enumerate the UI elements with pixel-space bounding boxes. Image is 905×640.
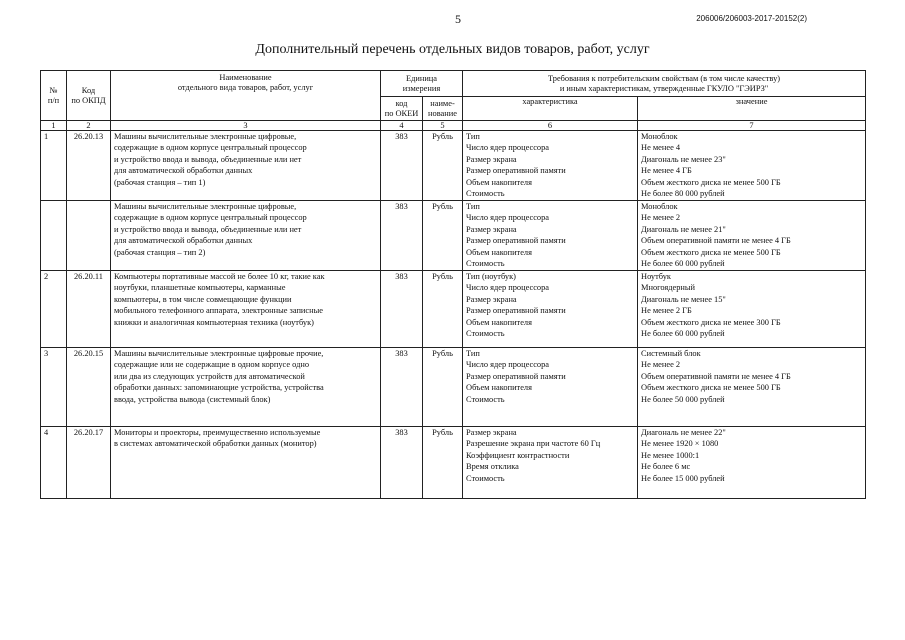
value-line: Не более 6 мс	[641, 462, 691, 472]
value-line: Не более 50 000 рублей	[641, 394, 725, 404]
okpd-code: 26.20.15	[67, 348, 111, 427]
characteristic-line: Размер экрана	[466, 428, 517, 437]
value-line: Не более 60 000 рублей	[641, 259, 725, 269]
characteristic-line: Стоимость	[466, 473, 505, 483]
characteristic-line: Размер экрана	[466, 294, 517, 304]
characteristic-line: Размер оперативной памяти	[466, 166, 566, 176]
unit-name: Рубль	[423, 271, 463, 348]
unit-name: Рубль	[423, 427, 463, 499]
item-name-line: ввода, устройства вывода (системный блок)	[114, 394, 271, 404]
value-line: Моноблок	[641, 132, 678, 141]
item-name-line: для автоматической обработки данных	[114, 236, 253, 246]
characteristic-line: Размер экрана	[466, 154, 517, 164]
value-line: Не более 80 000 рублей	[641, 189, 725, 199]
row-number: 1	[41, 131, 67, 201]
col-index: 2	[67, 121, 111, 131]
unit-name: Рубль	[423, 348, 463, 427]
okei-code: 383	[381, 271, 423, 348]
characteristic-line: Число ядер процессора	[466, 283, 550, 293]
value-line: Не более 15 000 рублей	[641, 473, 725, 483]
value-line: Не менее 2 ГБ	[641, 306, 692, 316]
value-line: Многоядерный	[641, 283, 695, 293]
characteristic-line: Размер оперативной памяти	[466, 236, 566, 246]
item-name	[111, 201, 381, 271]
value-line: Моноблок	[641, 202, 678, 211]
header-characteristic: характеристика	[463, 97, 638, 121]
document-code: 206006/206003-2017-20152(2)	[696, 14, 807, 23]
value-line: Объем жесткого диска не менее 500 ГБ	[641, 177, 781, 187]
item-name-line: мобильного телефонного аппарата, электронные записные	[114, 306, 323, 316]
characteristics	[463, 271, 638, 348]
value-line: Диагональ не менее 21"	[641, 224, 726, 234]
okpd-code: 26.20.17	[67, 427, 111, 499]
value-line: Не менее 1000:1	[641, 450, 700, 460]
characteristic-line: Размер экрана	[466, 224, 517, 234]
value-line: Не менее 1920 × 1080	[641, 439, 719, 449]
characteristic-line: Тип	[466, 349, 480, 358]
row-number: 4	[41, 427, 67, 499]
value-line: Объем жесткого диска не менее 300 ГБ	[641, 317, 781, 327]
col-index: 5	[423, 121, 463, 131]
value-line: Не менее 4 ГБ	[641, 166, 692, 176]
characteristic-line: Коэффициент контрастности	[466, 450, 570, 460]
item-name-line: обработки данных: запоминающие устройства, устройства	[114, 383, 324, 393]
item-name-line: Машины вычислительные электронные цифровые,	[114, 202, 297, 211]
item-name-line: ноутбуки, планшетные компьютеры, карманные	[114, 283, 286, 293]
col-index: 6	[463, 121, 638, 131]
item-name-line: и устройство ввода и вывода, объединенные или нет	[114, 154, 302, 164]
col-index: 1	[41, 121, 67, 131]
header-unit: Единица измерения	[381, 71, 463, 97]
value-line: Объем оперативной памяти не менее 4 ГБ	[641, 236, 791, 246]
header-unit-code: код по ОКЕИ	[381, 97, 423, 121]
header-row-top	[41, 71, 866, 97]
row-number: 2	[41, 271, 67, 348]
okei-code: 383	[381, 201, 423, 271]
characteristic-line: Тип	[466, 132, 480, 141]
values	[638, 271, 866, 348]
header-okpd: Код по ОКПД	[67, 71, 111, 121]
characteristics	[463, 427, 638, 499]
characteristic-line: Число ядер процессора	[466, 213, 550, 223]
okei-code: 383	[381, 131, 423, 201]
values	[638, 131, 866, 201]
okei-code: 383	[381, 348, 423, 427]
item-name	[111, 131, 381, 201]
value-line: Не менее 2	[641, 213, 681, 223]
characteristic-line: Число ядер процессора	[466, 360, 550, 370]
goods-table	[40, 70, 866, 499]
column-index-row	[41, 121, 866, 131]
characteristic-line: Стоимость	[466, 329, 505, 339]
page-title: Дополнительный перечень отдельных видов товаров, работ, услуг	[255, 42, 650, 57]
item-name	[111, 427, 381, 499]
okpd-code: 26.20.13	[67, 131, 111, 201]
value-line: Объем жесткого диска не менее 500 ГБ	[641, 383, 781, 393]
characteristic-line: Разрешение экрана при частоте 60 Гц	[466, 439, 601, 449]
table-row	[41, 271, 866, 348]
characteristic-line: Объем накопителя	[466, 247, 532, 257]
item-name-line: книжки и аналогичная компьютерная техника (ноутбук)	[114, 317, 314, 327]
value-line: Ноутбук	[641, 272, 671, 281]
item-name-line: в системах автоматической обработки данных (монитор)	[114, 439, 317, 449]
values	[638, 348, 866, 427]
item-name-line: Мониторы и проекторы, преимущественно используемые	[114, 428, 321, 437]
characteristic-line: Размер оперативной памяти	[466, 306, 566, 316]
characteristic-line: Тип	[466, 202, 480, 211]
value-line: Не более 60 000 рублей	[641, 329, 725, 339]
header-value: значение	[638, 97, 866, 121]
item-name-line: и устройство ввода и вывода, объединенные или нет	[114, 224, 302, 234]
header-requirements: Требования к потребительским свойствам (в том числе качеству) и иным характеристикам, утвержденные ГКУЛО "ГЭИРЗ"	[463, 71, 866, 97]
table-row	[41, 348, 866, 427]
header-unit-name: наиме- нование	[423, 97, 463, 121]
value-line: Не менее 4	[641, 143, 681, 153]
item-name-line: для автоматической обработки данных	[114, 166, 253, 176]
characteristic-line: Объем накопителя	[466, 383, 532, 393]
value-line: Диагональ не менее 23"	[641, 154, 726, 164]
col-index: 4	[381, 121, 423, 131]
item-name-line: содержащие или не содержащие в одном корпусе одно	[114, 360, 310, 370]
row-number	[41, 201, 67, 271]
item-name	[111, 271, 381, 348]
okei-code: 383	[381, 427, 423, 499]
item-name-line: компьютеры, в том числе совмещающие функции	[114, 294, 292, 304]
value-line: Объем жесткого диска не менее 500 ГБ	[641, 247, 781, 257]
item-name-line: содержащие в одном корпусе центральный процессор	[114, 143, 307, 153]
table-row	[41, 201, 866, 271]
item-name-line: Машины вычислительные электронные цифровые прочие,	[114, 349, 324, 358]
value-line: Системный блок	[641, 349, 701, 358]
value-line: Диагональ не менее 22"	[641, 428, 726, 437]
characteristic-line: Стоимость	[466, 394, 505, 404]
header-num: № п/п	[41, 71, 67, 121]
page-number: 5	[455, 12, 461, 26]
characteristic-line: Размер оперативной памяти	[466, 371, 566, 381]
characteristics	[463, 131, 638, 201]
values	[638, 201, 866, 271]
col-index: 3	[111, 121, 381, 131]
item-name-line: содержащие в одном корпусе центральный процессор	[114, 213, 307, 223]
item-name-line: Компьютеры портативные массой не более 10 кг, такие как	[114, 272, 325, 281]
table-row	[41, 131, 866, 201]
value-line: Не менее 2	[641, 360, 681, 370]
okpd-code: 26.20.11	[67, 271, 111, 348]
value-line: Диагональ не менее 15"	[641, 294, 726, 304]
values	[638, 427, 866, 499]
row-number: 3	[41, 348, 67, 427]
table-row	[41, 427, 866, 499]
characteristics	[463, 348, 638, 427]
characteristic-line: Число ядер процессора	[466, 143, 550, 153]
value-line: Объем оперативной памяти не менее 4 ГБ	[641, 371, 791, 381]
characteristic-line: Объем накопителя	[466, 177, 532, 187]
item-name-line: (рабочая станция – тип 1)	[114, 177, 206, 187]
item-name	[111, 348, 381, 427]
header-name: Наименование отдельного вида товаров, работ, услуг	[111, 71, 381, 121]
item-name-line: Машины вычислительные электронные цифровые,	[114, 132, 297, 141]
item-name-line: (рабочая станция – тип 2)	[114, 247, 206, 257]
characteristic-line: Тип (ноутбук)	[466, 272, 516, 281]
col-index: 7	[638, 121, 866, 131]
okpd-code	[67, 201, 111, 271]
characteristic-line: Время отклика	[466, 462, 519, 472]
characteristic-line: Стоимость	[466, 259, 505, 269]
characteristic-line: Объем накопителя	[466, 317, 532, 327]
item-name-line: или два из следующих устройств для автоматической	[114, 371, 305, 381]
table-body	[41, 131, 866, 499]
unit-name: Рубль	[423, 201, 463, 271]
unit-name: Рубль	[423, 131, 463, 201]
characteristic-line: Стоимость	[466, 189, 505, 199]
characteristics	[463, 201, 638, 271]
